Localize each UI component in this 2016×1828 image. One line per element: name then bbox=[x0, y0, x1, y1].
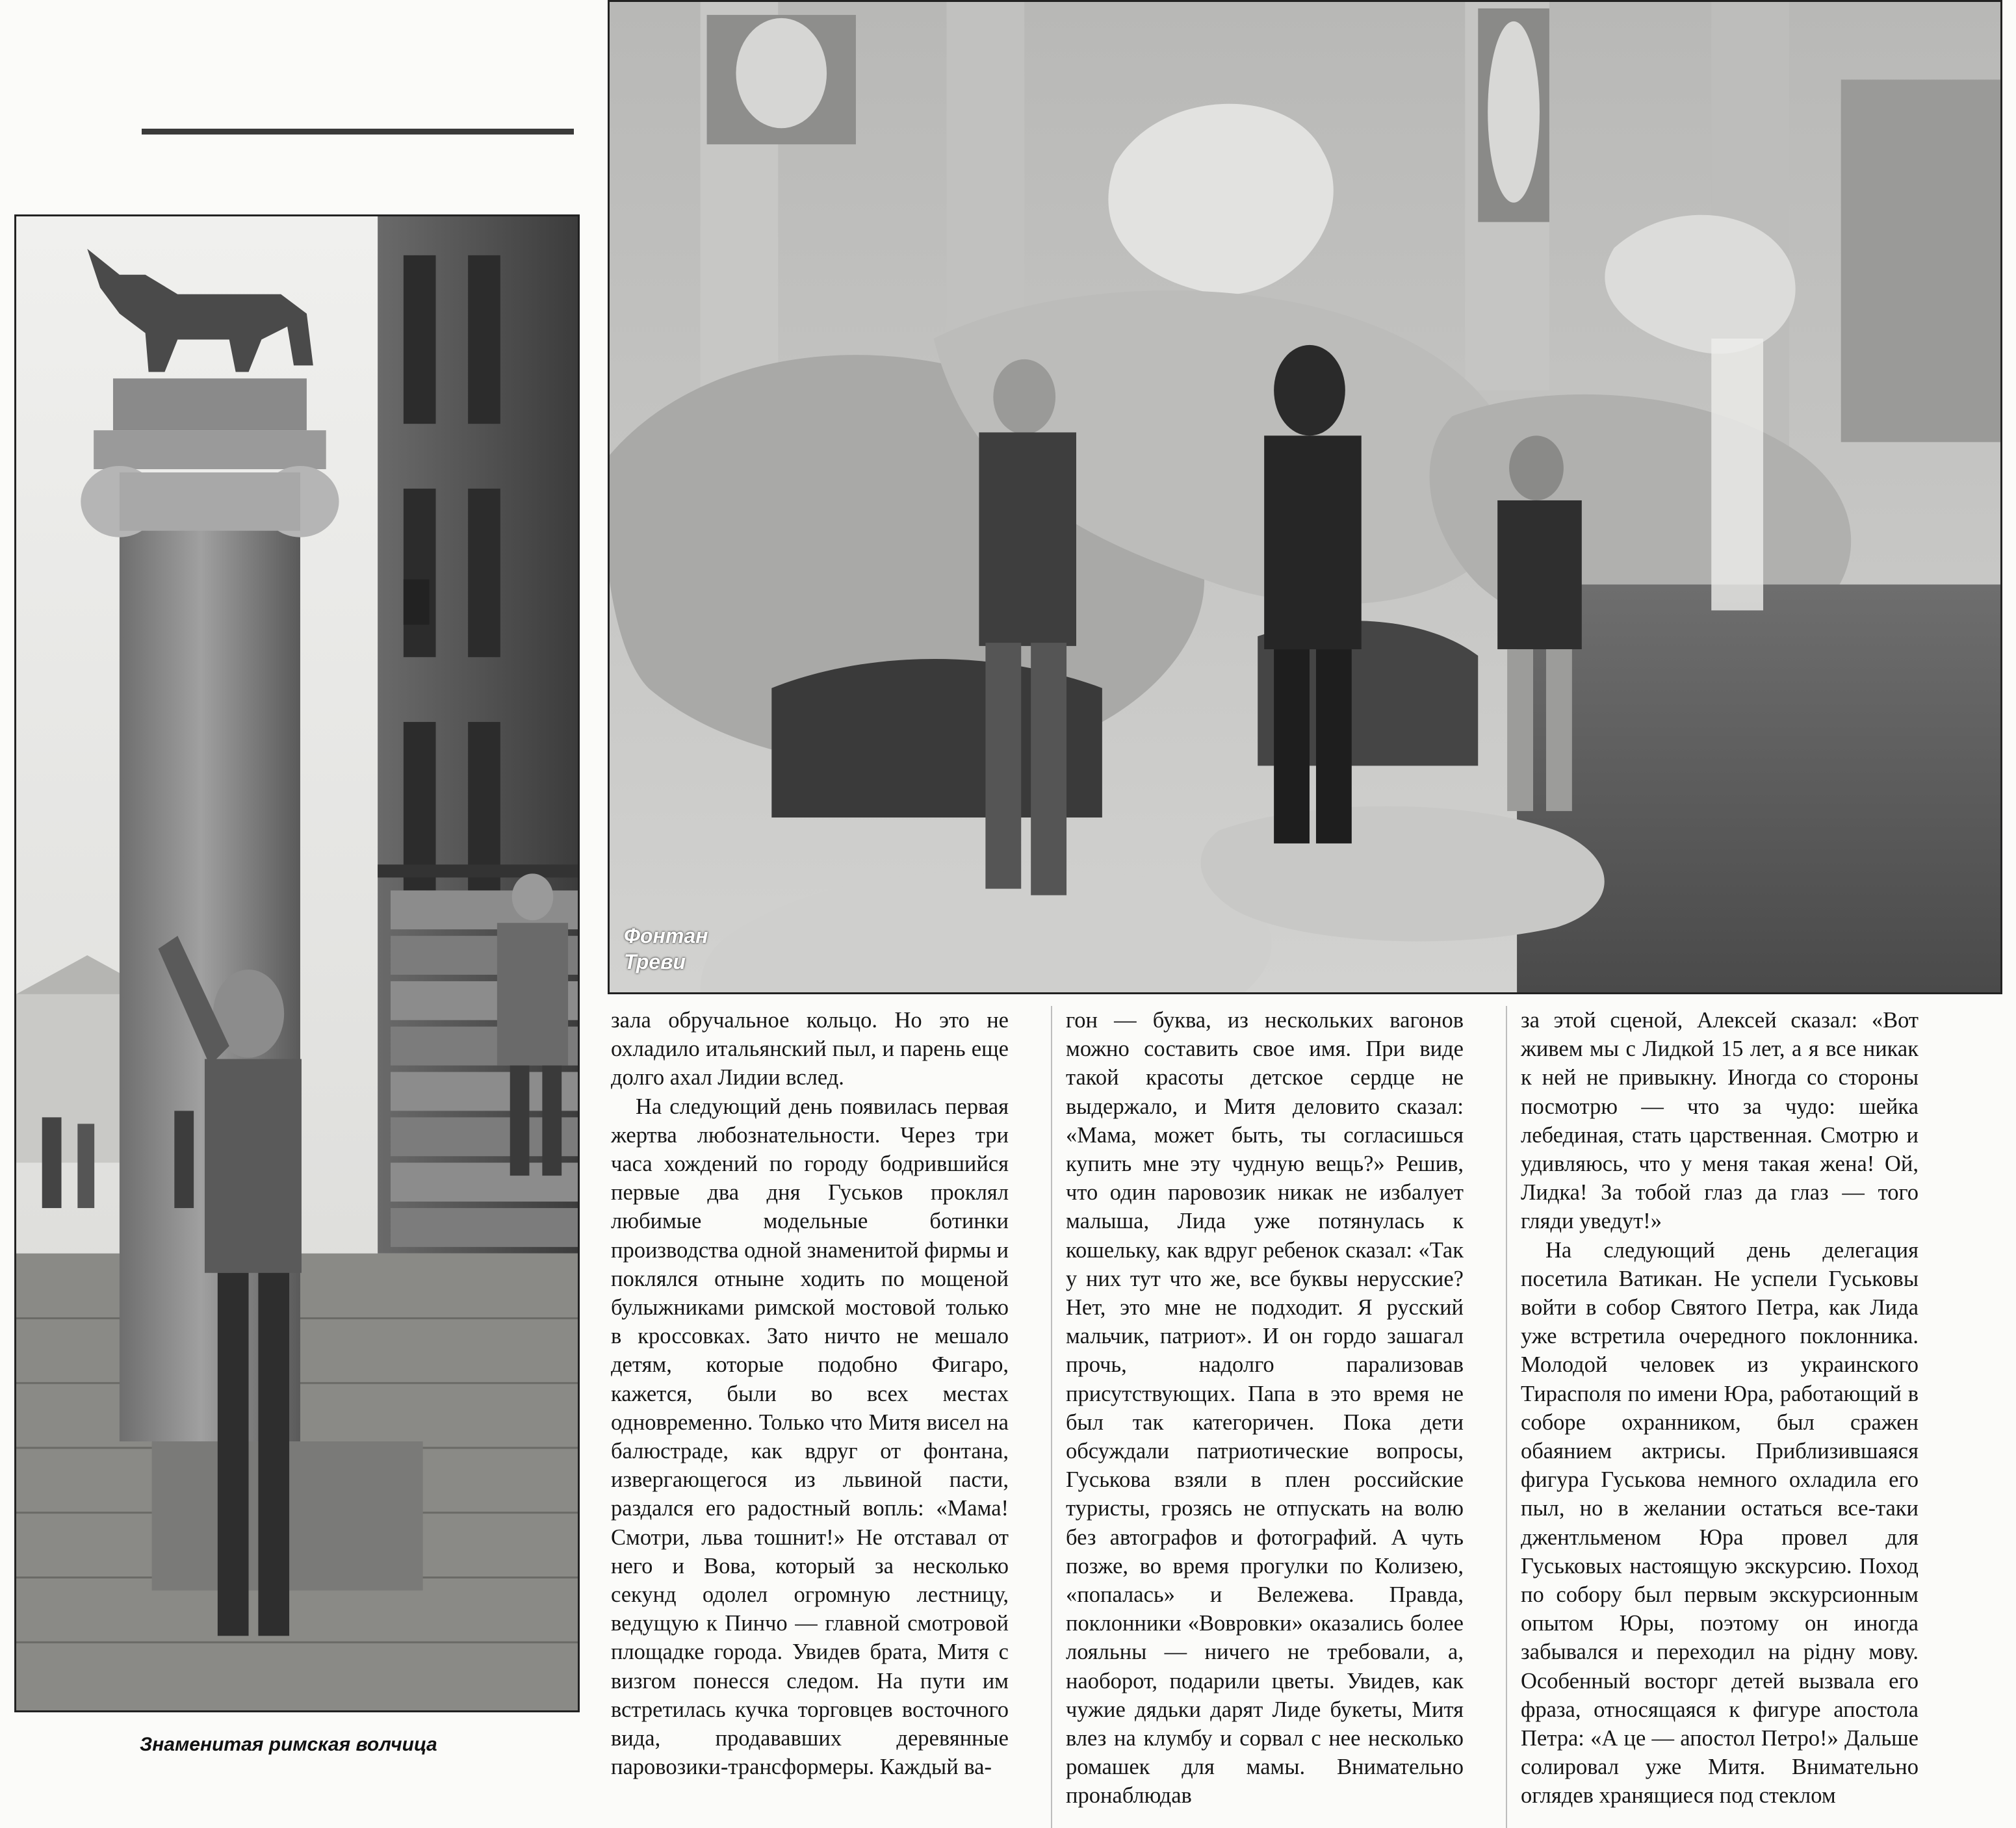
column-2-paragraph-1: гон — буква, из нескольких вагонов можно составить свое имя. При виде такой красоты детское сердце не выдержало, и Митя деловито сказал: «Мама, может быть, ты согласишься купить мне эту чудную вещь?» Решив, что один паровозик никак не избалует малыша, Лида уже потянулась к кошельку, как вдруг ребенок сказал: «Так у них тут что же, все буквы нерусские? Нет, это мне не подходит. Я русский мальчик, патриот». И он гордо зашагал прочь, надолго парализовав присутствующих. Папа в это время не был так категоричен. Пока дети обсуждали патриотические вопросы, Гуськова взяли в плен российские туристы, грозясь не отпускать на волю без автографов и фотографий. А чуть позже, во время прогулки по Колизею, «попалась» и Вележева. Правда, поклонники «Вовровки» оказались более лояльны — ничего не требовали, а, наоборот, подарили цветы. Увидев, как чужие дядьки дарят Лиде букеты, Митя влез на клумбу и сорвал с нее несколько ромашек для мамы. Внимательно пронаблюдав bbox=[1066, 1008, 1464, 1809]
photo-trevi-fountain bbox=[608, 0, 2002, 994]
article-column-1 bbox=[611, 1006, 1009, 1781]
article-column-3 bbox=[1521, 1006, 1919, 1810]
trevi-photo-illustration bbox=[610, 2, 2000, 992]
column-divider-1 bbox=[1051, 1006, 1052, 1828]
wolf-photo-caption: Знаменитая римская волчица bbox=[140, 1734, 437, 1755]
column-3-paragraph-2: На следующий день делегация посетила Ватикан. Не успели Гуськовы войти в собор Святого Петра, как Лида уже встретила очередного поклонника. Молодой человек из украинского Тирасполя по имени Юра, работающий в соборе охранником, был сражен обаянием актрисы. Приблизившаяся фигура Гуськова немного охладила его пыл, но в желании остаться все-таки джентльменом Юра провел для Гуськовых настоящую экскурсию. Поход по собору был первым экскурсионным опытом Юры, поэтому он иногда забывался и переходил на рiдну мову. Особенный восторг детей вызвала его фраза, относящаяся к фигуре апостола Петра: «А це — апостол Петро!» Дальше солировал уже Митя. Внимательно оглядев хранящиеся под стеклом bbox=[1521, 1237, 1919, 1809]
column-1-paragraph-2: На следующий день появилась первая жертва любознательности. Через три часа хождений по городу бодрившийся первые два дня Гуськов проклял любимые модельные ботинки производства одной знаменитой фирмы и поклялся отныне ходить по мощеной булыжниками римской мостовой только в кроссовках. Зато ничто не мешало детям, которые подобно Фигаро, кажется, были во всех местах одновременно. Только что Митя висел на балюстраде, как вдруг от фонтана, извергающегося из львиной пасти, раздался его радостный вопль: «Мама! Смотри, льва тошнит!» Не отставал от него и Вова, который за несколько секунд одолел огромную лестницу, ведущую к Пинчо — главной смотровой площадке города. Увидев брата, Митя с визгом понесся следом. На пути им встретилась кучка торговцев восточного вида, продававших деревянные паровозики-трансформеры. Каждый ва- bbox=[611, 1094, 1009, 1780]
trevi-caption-line-2: Треви bbox=[624, 950, 686, 973]
trevi-photo-caption bbox=[624, 923, 708, 975]
wolf-photo-illustration bbox=[16, 216, 578, 1710]
article-column-2 bbox=[1066, 1006, 1464, 1810]
header-rule bbox=[142, 129, 574, 135]
photo-capitoline-wolf bbox=[14, 214, 580, 1712]
trevi-caption-line-1: Фонтан bbox=[624, 924, 708, 947]
column-1-paragraph-1: зала обручальное кольцо. Но это не охладило итальянский пыл, и парень еще долго ахал Лидии вслед. bbox=[611, 1008, 1009, 1090]
column-divider-2 bbox=[1506, 1006, 1507, 1828]
column-3-paragraph-1: за этой сценой, Алексей сказал: «Вот живем мы с Лидкой 15 лет, а я все никак к ней не привыкну. Иногда со стороны посмотрю — что за чудо: шейка лебединая, стать царственная. Смотрю и удивляюсь, что у меня такая жена! Ой, Лидка! За тобой глаз да глаз — того гляди уведут!» bbox=[1521, 1008, 1919, 1234]
